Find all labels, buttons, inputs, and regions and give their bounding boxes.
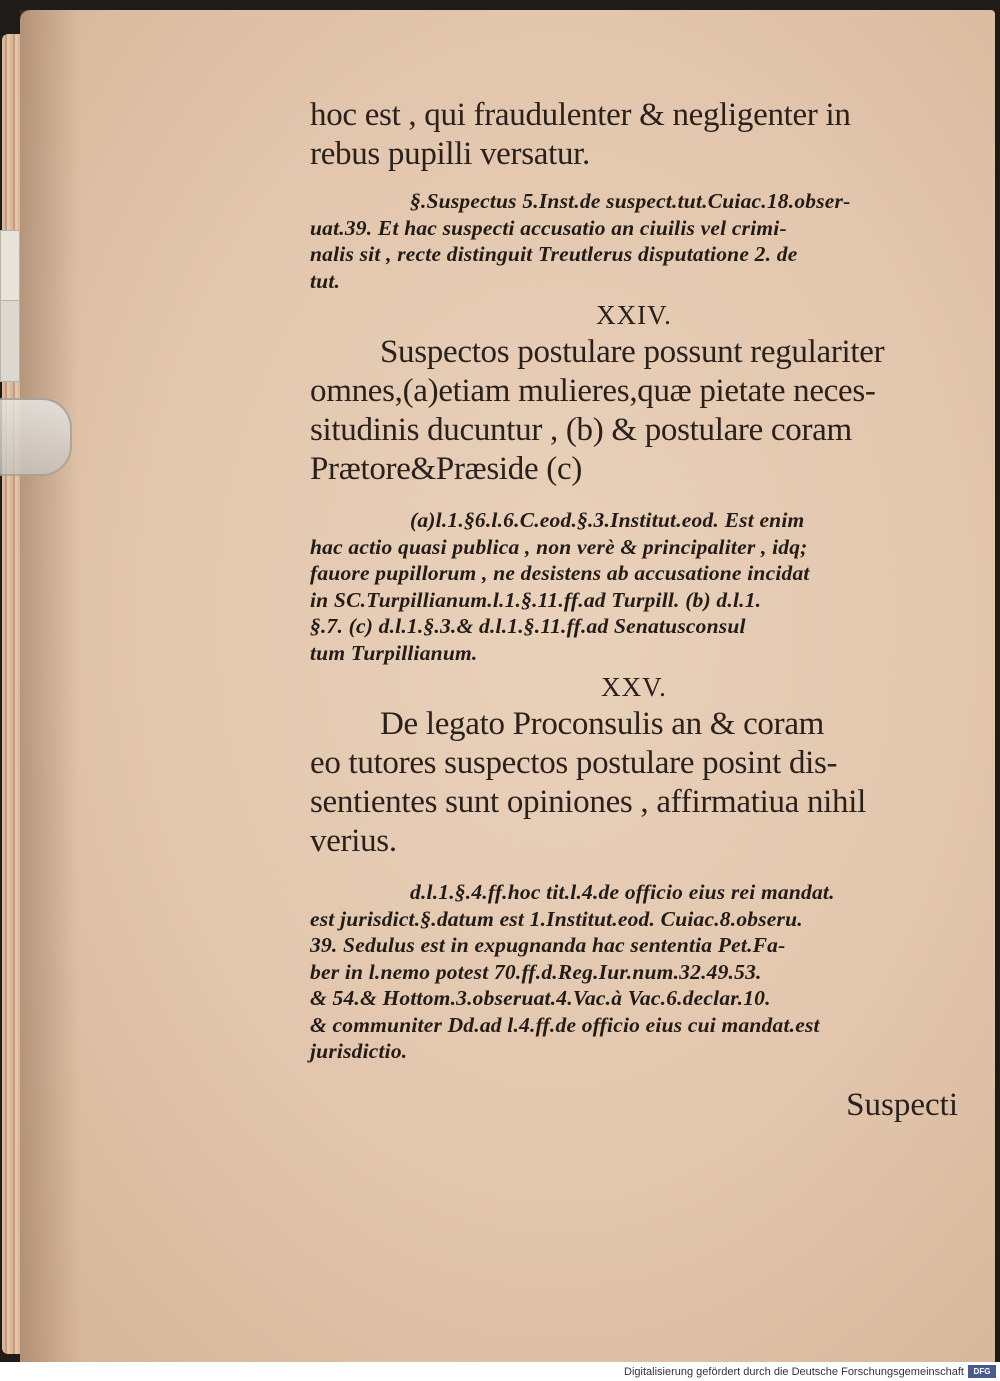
text-line: & communiter Dd.ad l.4.ff.de officio eius cui mandat.est	[310, 1012, 820, 1037]
text-line: & 54.& Hottom.3.obseruat.4.Vac.à Vac.6.declar.10.	[310, 986, 771, 1010]
footnote	[310, 879, 958, 1065]
page-gutter-shadow	[20, 10, 80, 1362]
catchword: Suspecti	[846, 1086, 958, 1123]
text-line: hac actio quasi publica , non verè & principaliter , idq;	[310, 534, 808, 559]
text-line: §.Suspectus 5.Inst.de suspect.tut.Cuiac.18.obser-	[410, 189, 851, 213]
text-line: situdinis ducuntur , (b) & postulare coram	[310, 412, 852, 448]
funding-notice: Digitalisierung gefördert durch die Deutsche Forschungsgemeinschaft	[624, 1366, 964, 1378]
paper-tab	[0, 300, 20, 382]
paragraph	[310, 705, 958, 861]
text-line: (a)l.1.§6.l.6.C.eod.§.3.Institut.eod. Est enim	[410, 508, 805, 532]
text-line: est jurisdict.§.datum est 1.Institut.eod. Cuiac.8.obseru.	[310, 906, 803, 931]
dfg-logo-icon: DFG	[968, 1365, 996, 1378]
text-line: §.7. (c) d.l.1.§.3.& d.l.1.§.11.ff.ad Senatusconsul	[310, 614, 746, 638]
text-line: fauore pupillorum , ne desistens ab accusatione incidat	[310, 561, 810, 585]
section-heading: XXIV.	[596, 300, 672, 330]
paragraph	[310, 333, 958, 489]
text-line: eo tutores suspectos postulare posint dis-	[310, 745, 838, 781]
text-line: jurisdictio.	[310, 1039, 408, 1063]
text-line: tut.	[310, 268, 341, 293]
text-line: uat.39. Et hac suspecti accusatio an ciuilis vel crimi-	[310, 215, 787, 240]
footnote	[310, 507, 958, 666]
text-line: De legato Proconsulis an & coram	[380, 706, 825, 742]
digitization-footer	[0, 1362, 1000, 1381]
text-line: omnes,(a)etiam mulieres,quæ pietate neces-	[310, 373, 876, 409]
text-line: d.l.1.§.4.ff.hoc tit.l.4.de officio eius rei mandat.	[410, 880, 835, 904]
text-line: in SC.Turpillianum.l.1.§.11.ff.ad Turpill. (b) d.l.1.	[310, 587, 762, 612]
text-line: sentientes sunt opiniones , affirmatiua nihil	[310, 784, 866, 820]
paper-tab	[0, 230, 20, 302]
footnote	[310, 188, 958, 294]
text-line: rebus pupilli versatur.	[310, 136, 590, 172]
text-line: Prætore&Præside (c)	[310, 451, 583, 487]
text-line: tum Turpillianum.	[310, 640, 478, 665]
text-line: nalis sit , recte distinguit Treutlerus disputatione 2. de	[310, 242, 798, 266]
text-line: 39. Sedulus est in expugnanda hac sententia Pet.Fa-	[310, 933, 786, 957]
text-line: ber in l.nemo potest 70.ff.d.Reg.Iur.num.32.49.53.	[310, 959, 762, 984]
page-text	[310, 96, 958, 1124]
text-line: Suspectos postulare possunt regulariter	[380, 334, 885, 370]
page-clip	[0, 398, 72, 476]
text-line: verius.	[310, 823, 397, 859]
section-heading: XXV.	[601, 672, 667, 702]
paragraph	[310, 96, 958, 174]
text-line: hoc est , qui fraudulenter & negligenter in	[310, 97, 851, 133]
